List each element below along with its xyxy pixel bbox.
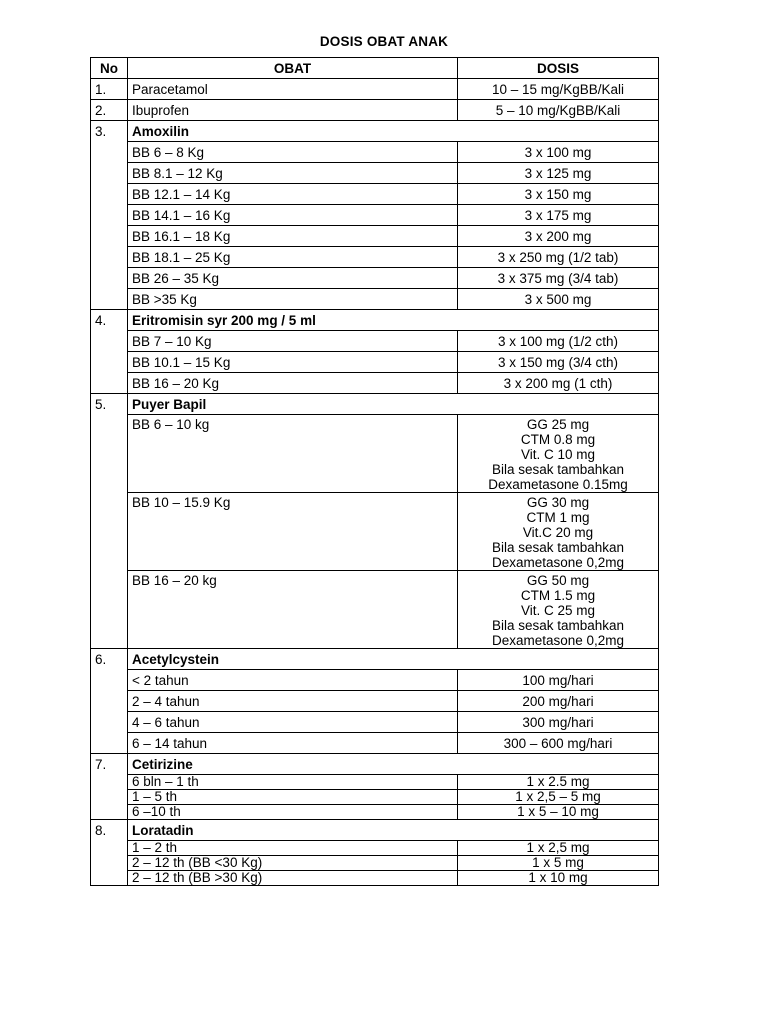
group-header-row (91, 820, 659, 841)
row-number-spacer (91, 841, 128, 886)
table-row (91, 670, 659, 691)
age-range: 4 – 6 tahun (128, 712, 458, 733)
table-row (91, 100, 659, 121)
table-row (91, 841, 659, 856)
drug-dose: 1 x 5 mg (458, 856, 659, 871)
group-header-row (91, 649, 659, 670)
table-row (91, 352, 659, 373)
table-row (91, 184, 659, 205)
table-row (91, 331, 659, 352)
drug-dose: 1 x 5 – 10 mg (458, 805, 659, 820)
table-row (91, 79, 659, 100)
group-name: Eritromisin syr 200 mg / 5 ml (128, 310, 659, 331)
drug-dose: 3 x 175 mg (458, 205, 659, 226)
drug-dose: 3 x 375 mg (3/4 tab) (458, 268, 659, 289)
weight-range: BB 10.1 – 15 Kg (128, 352, 458, 373)
header-dosis: DOSIS (458, 58, 659, 79)
table-row (91, 205, 659, 226)
weight-range: BB 16 – 20 kg (128, 571, 458, 649)
drug-dose: 3 x 150 mg (458, 184, 659, 205)
weight-range: BB 12.1 – 14 Kg (128, 184, 458, 205)
table-row (91, 142, 659, 163)
age-range: 6 – 14 tahun (128, 733, 458, 754)
dose-line: Dexametasone 0,2mg (491, 633, 625, 648)
dosage-table (90, 57, 659, 886)
group-name: Loratadin (128, 820, 659, 841)
row-number: 2. (91, 100, 128, 121)
group-header-row (91, 394, 659, 415)
group-name: Amoxilin (128, 121, 659, 142)
drug-dose: 200 mg/hari (458, 691, 659, 712)
drug-dose: 10 – 15 mg/KgBB/Kali (458, 79, 659, 100)
weight-range: BB 8.1 – 12 Kg (128, 163, 458, 184)
table-row (91, 415, 659, 493)
group-name: Puyer Bapil (128, 394, 659, 415)
group-name: Acetylcystein (128, 649, 659, 670)
dose-line: Dexametasone 0,2mg (491, 555, 625, 570)
age-range: 2 – 12 th (BB <30 Kg) (128, 856, 458, 871)
age-range: 2 – 12 th (BB >30 Kg) (128, 871, 458, 886)
table-row (91, 373, 659, 394)
drug-dose: 100 mg/hari (458, 670, 659, 691)
drug-dose: 3 x 150 mg (3/4 cth) (458, 352, 659, 373)
row-number-spacer (91, 331, 128, 394)
table-row (91, 733, 659, 754)
dose-line: Vit. C 10 mg (520, 447, 596, 462)
header-no: No (91, 58, 128, 79)
dose-line: Bila sesak tambahkan (491, 462, 625, 477)
table-row (91, 805, 659, 820)
weight-range: BB 16 – 20 Kg (128, 373, 458, 394)
drug-dose: 3 x 100 mg (1/2 cth) (458, 331, 659, 352)
table-row (91, 691, 659, 712)
drug-dose: 300 mg/hari (458, 712, 659, 733)
row-number: 8. (91, 820, 128, 841)
drug-dose (458, 571, 659, 649)
dose-line: Vit.C 20 mg (522, 525, 594, 540)
age-range: 6 –10 th (128, 805, 458, 820)
table-row (91, 289, 659, 310)
drug-dose: 3 x 500 mg (458, 289, 659, 310)
weight-range: BB 16.1 – 18 Kg (128, 226, 458, 247)
drug-dose: 3 x 200 mg (458, 226, 659, 247)
dose-line: Bila sesak tambahkan (491, 540, 625, 555)
dose-line: Vit. C 25 mg (520, 603, 596, 618)
table-row (91, 790, 659, 805)
table-row (91, 871, 659, 886)
drug-dose: 3 x 125 mg (458, 163, 659, 184)
table-row (91, 571, 659, 649)
dose-line: GG 25 mg (526, 417, 590, 432)
dose-line: CTM 1 mg (526, 510, 590, 525)
row-number-spacer (91, 142, 128, 310)
age-range: 1 – 2 th (128, 841, 458, 856)
weight-range: BB >35 Kg (128, 289, 458, 310)
row-number-spacer (91, 670, 128, 754)
weight-range: BB 18.1 – 25 Kg (128, 247, 458, 268)
drug-dose (458, 493, 659, 571)
weight-range: BB 14.1 – 16 Kg (128, 205, 458, 226)
drug-dose: 3 x 250 mg (1/2 tab) (458, 247, 659, 268)
table-row (91, 247, 659, 268)
drug-dose: 1 x 2,5 – 5 mg (458, 790, 659, 805)
table-row (91, 775, 659, 790)
document-title: DOSIS OBAT ANAK (319, 34, 449, 49)
drug-dose: 3 x 100 mg (458, 142, 659, 163)
dose-line: Bila sesak tambahkan (491, 618, 625, 633)
dose-line: CTM 0.8 mg (520, 432, 596, 447)
age-range: 6 bln – 1 th (128, 775, 458, 790)
row-number: 3. (91, 121, 128, 142)
drug-name: Ibuprofen (128, 100, 458, 121)
drug-dose: 5 – 10 mg/KgBB/Kali (458, 100, 659, 121)
row-number-spacer (91, 415, 128, 649)
row-number: 6. (91, 649, 128, 670)
weight-range: BB 6 – 10 kg (128, 415, 458, 493)
weight-range: BB 26 – 35 Kg (128, 268, 458, 289)
table-row (91, 493, 659, 571)
group-header-row (91, 121, 659, 142)
age-range: 2 – 4 tahun (128, 691, 458, 712)
row-number: 7. (91, 754, 128, 775)
weight-range: BB 7 – 10 Kg (128, 331, 458, 352)
group-name: Cetirizine (128, 754, 659, 775)
dose-line: GG 30 mg (526, 495, 590, 510)
row-number: 4. (91, 310, 128, 331)
dose-line: CTM 1.5 mg (520, 588, 596, 603)
group-header-row (91, 754, 659, 775)
drug-dose: 1 x 2.5 mg (458, 775, 659, 790)
table-row (91, 226, 659, 247)
dose-line: GG 50 mg (526, 573, 590, 588)
weight-range: BB 10 – 15.9 Kg (128, 493, 458, 571)
table-row (91, 856, 659, 871)
age-range: < 2 tahun (128, 670, 458, 691)
drug-dose: 1 x 10 mg (458, 871, 659, 886)
row-number: 5. (91, 394, 128, 415)
row-number: 1. (91, 79, 128, 100)
drug-dose (458, 415, 659, 493)
table-header-row (91, 58, 659, 79)
age-range: 1 – 5 th (128, 790, 458, 805)
weight-range: BB 6 – 8 Kg (128, 142, 458, 163)
header-obat: OBAT (128, 58, 458, 79)
table-row (91, 268, 659, 289)
dose-line: Dexametasone 0.15mg (488, 477, 628, 492)
drug-dose: 3 x 200 mg (1 cth) (458, 373, 659, 394)
group-header-row (91, 310, 659, 331)
table-row (91, 712, 659, 733)
table-row (91, 163, 659, 184)
drug-dose: 300 – 600 mg/hari (458, 733, 659, 754)
drug-name: Paracetamol (128, 79, 458, 100)
drug-dose: 1 x 2,5 mg (458, 841, 659, 856)
row-number-spacer (91, 775, 128, 820)
